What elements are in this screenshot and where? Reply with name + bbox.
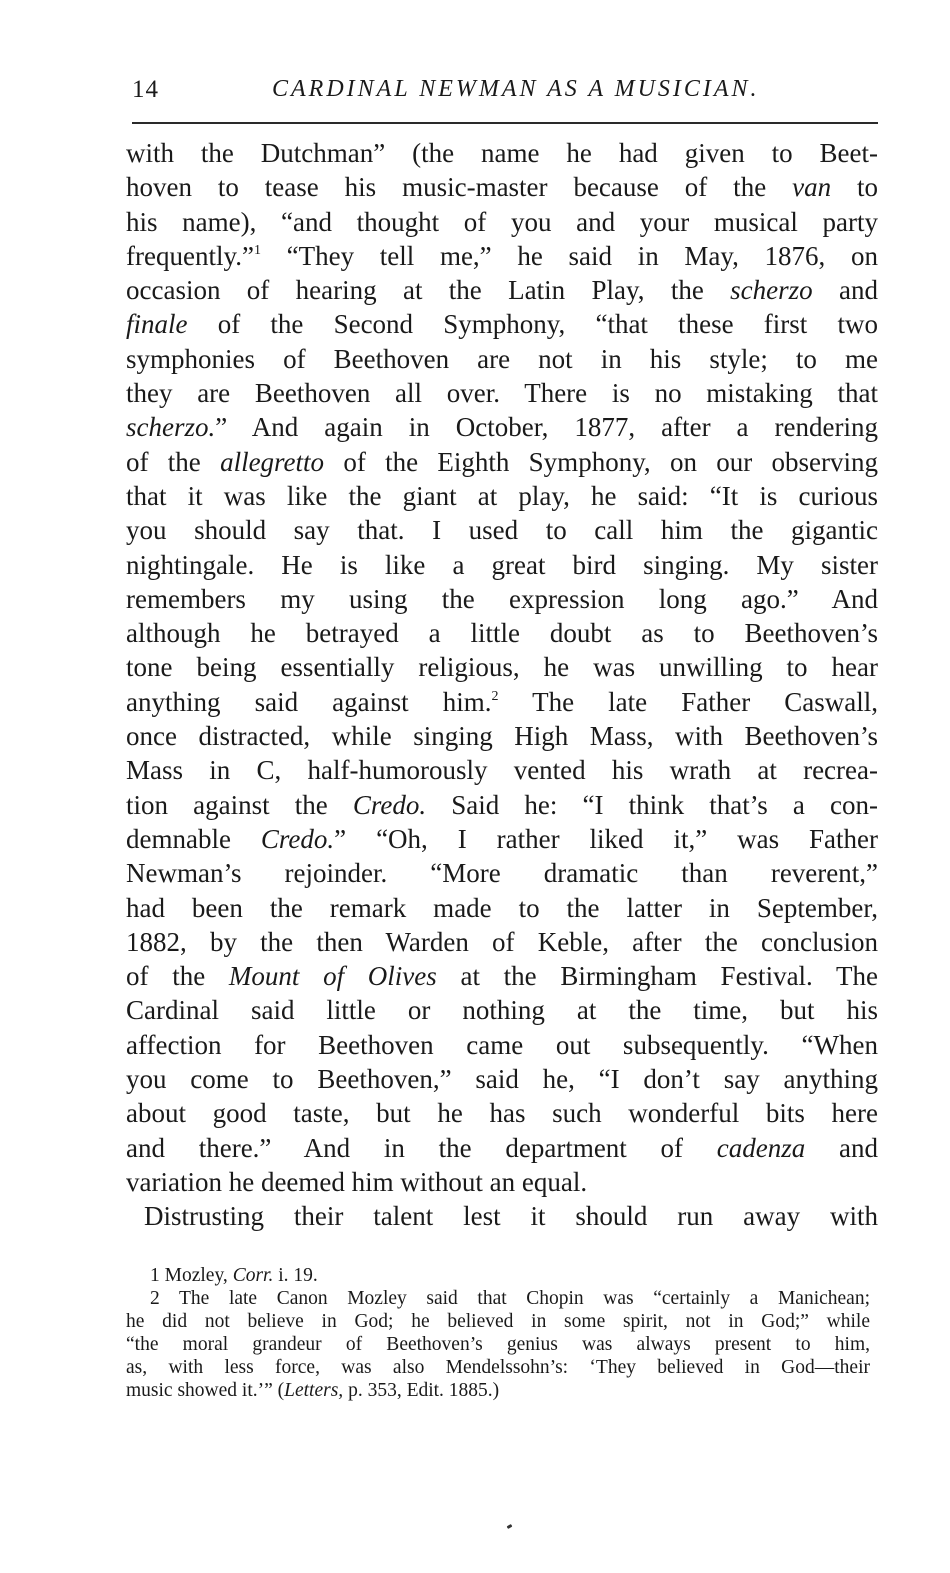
footnote-ref-2: 2: [491, 688, 499, 704]
text-line: of the allegretto of the Eighth Symphony, on our observing: [126, 446, 879, 477]
text-line: nightingale. He is like a great bird singing. My sister: [126, 549, 878, 580]
text-line: you come to Beethoven,” said he, “I don’t say anything: [126, 1064, 878, 1095]
footnote-2-line: music showed it.’” (Letters, p. 353, Edit. 1885.): [126, 1380, 500, 1401]
text-line: affection for Beethoven came out subsequently. “When: [126, 1029, 878, 1060]
text-line: about good taste, but he has such wonderful bits here: [126, 1098, 878, 1129]
text-line: variation he deemed him without an equal.: [126, 1166, 588, 1197]
text-line: of the Mount of Olives at the Birmingham Festival. The: [126, 961, 878, 992]
footnote-2-line: “the moral grandeur of Beethoven’s genius was always present to him,: [126, 1334, 870, 1355]
body-text: [126, 136, 878, 1234]
text-line: Distrusting their talent lest it should run away with: [144, 1201, 878, 1232]
text-line: hoven to tease his music-master because of the van to: [126, 172, 878, 203]
running-head: [132, 76, 877, 108]
text-line: Cardinal said little or nothing at the time, but his: [126, 995, 878, 1026]
text-line: tion against the Credo. Said he: “I think that’s a con-: [126, 789, 879, 820]
text-line: finale of the Second Symphony, “that these first two: [126, 309, 878, 340]
text-line: once distracted, while singing High Mass, with Beethoven’s: [126, 721, 878, 752]
text-line: 1882, by the then Warden of Keble, after the conclusion: [126, 926, 878, 957]
text-line: demnable Credo.” “Oh, I rather liked it,” was Father: [126, 823, 878, 854]
page-number: 14: [132, 76, 159, 103]
footnote-ref-1: 1: [253, 242, 261, 258]
text-line: you should say that. I used to call him the gigantic: [126, 515, 878, 546]
footnote-2-line: he did not believe in God; he believed in some spirit, not in God;” while: [126, 1311, 870, 1332]
footnote-1: 1 Mozley, Corr. i. 19.: [150, 1265, 318, 1286]
footnote-2-line: as, with less force, was also Mendelssohn’s: ‘They believed in God—their: [126, 1357, 870, 1378]
text-line: with the Dutchman” (the name he had given to Beet-: [126, 138, 878, 168]
text-line: anything said against him.$^2$ The late Father Caswall,: [126, 686, 879, 717]
text-line: that it was like the giant at play, he said: “It is curious: [126, 480, 878, 511]
text-line: had been the remark made to the latter in September,: [126, 892, 878, 923]
text-line: frequently.”$^1$ “They tell me,” he said in May, 1876, on: [126, 240, 878, 271]
text-line: Newman’s rejoinder. “More dramatic than reverent,”: [126, 858, 878, 889]
text-line: remembers my using the expression long ago.” And: [126, 583, 878, 614]
footnotes: [126, 1264, 870, 1402]
text-line: symphonies of Beethoven are not in his style; to me: [126, 343, 878, 374]
running-title: CARDINAL NEWMAN AS A MUSICIAN.: [272, 76, 760, 102]
text-line: Mass in C, half-humorously vented his wrath at recrea-: [126, 755, 878, 786]
print-speck: [507, 1524, 513, 1529]
header-rule: [132, 122, 878, 124]
text-line: his name), “and thought of you and your musical party: [126, 206, 878, 237]
footnote-2: 2 The late Canon Mozley said that Chopin was “certainly a Manichean;: [150, 1288, 870, 1309]
text-line: they are Beethoven all over. There is no mistaking that: [126, 378, 878, 409]
text-line: although he betrayed a little doubt as to Beethoven’s: [126, 618, 878, 649]
text-line: tone being essentially religious, he was unwilling to hear: [126, 652, 878, 683]
text-line: occasion of hearing at the Latin Play, the scherzo and: [126, 275, 879, 306]
text-line: and there.” And in the department of cadenza and: [126, 1132, 879, 1163]
text-line: scherzo.” And again in October, 1877, after a rendering: [126, 412, 878, 443]
